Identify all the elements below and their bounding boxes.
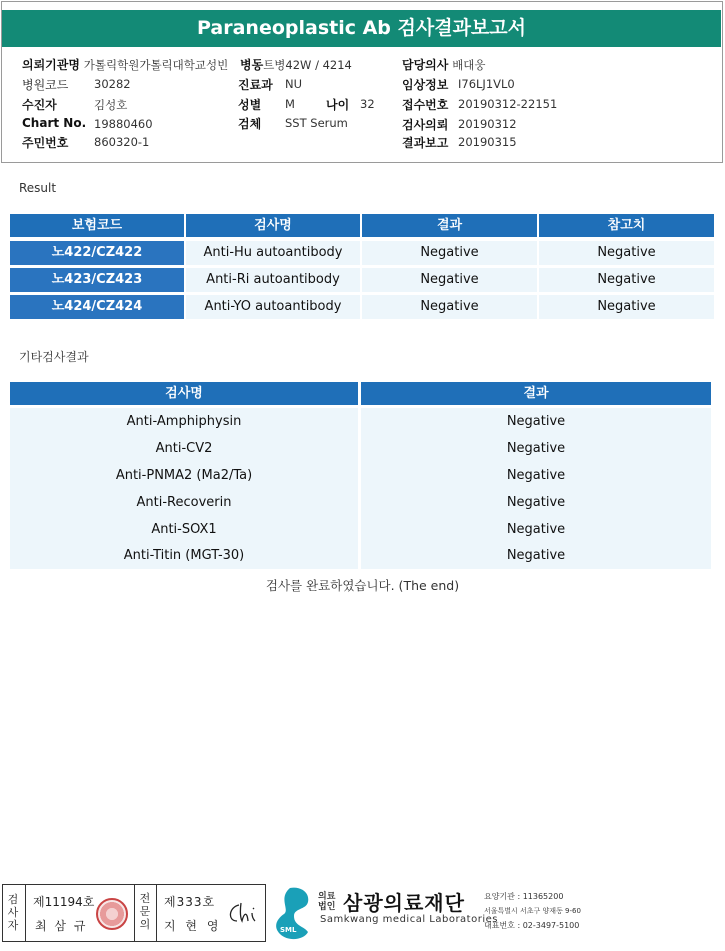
receipt-value: 20190312-22151	[458, 97, 558, 111]
signature-box	[2, 884, 266, 942]
other-test-cell: Anti-Recoverin	[10, 489, 358, 516]
test-name-cell: Anti-Ri autoantibody	[186, 268, 360, 292]
test-name-cell: Anti-YO autoantibody	[186, 295, 360, 319]
age-value: 32	[360, 97, 375, 111]
dept-value: NU	[285, 77, 303, 91]
col-insurance-code: 보험코드	[10, 214, 184, 237]
org-english-name: Samkwang medical Laboratories	[320, 914, 498, 925]
sml-logo-icon	[270, 884, 318, 942]
specimen-value: SST Serum	[285, 116, 348, 130]
doctor-field	[402, 56, 486, 73]
ward-field	[240, 56, 352, 73]
ward-value: 트병42W / 4214	[263, 58, 352, 72]
org-prefix: 의료법인	[318, 892, 336, 912]
doctor-label: 담당의사	[402, 58, 449, 72]
institution-value: 가톨릭학원가톨릭대학교성빈	[83, 58, 229, 72]
clinical-label: 임상정보	[402, 78, 449, 92]
end-message: 검사를 완료하였습니다. (The end)	[265, 578, 460, 593]
receipt-label: 접수번호	[402, 98, 449, 112]
other-test-cell: Anti-Amphiphysin	[10, 408, 358, 435]
institution-field	[22, 56, 228, 73]
other-test-cell: Anti-CV2	[10, 435, 358, 462]
logo-badge: SML	[280, 926, 297, 934]
doctor-value: 배대웅	[452, 58, 486, 72]
insurance-code-cell: 노424/CZ424	[10, 295, 184, 319]
institution-label: 의뢰기관명	[22, 58, 80, 72]
signature-icon	[225, 899, 261, 927]
patient-label: 수진자	[22, 98, 57, 112]
reference-cell: Negative	[539, 295, 714, 319]
other-test-cell: Anti-SOX1	[10, 516, 358, 543]
result-cell: Negative	[362, 295, 537, 319]
col-other-test-name: 검사명	[10, 382, 358, 405]
hospital-code-label: 병원코드	[22, 78, 69, 92]
tester-seal-stamp	[96, 898, 128, 930]
org-name: 삼광의료재단	[343, 891, 465, 915]
specialist-label: 전문의	[139, 892, 151, 931]
result-cell: Negative	[362, 241, 537, 265]
specialist-number: 제333호	[164, 895, 216, 909]
test-name-cell: Anti-Hu autoantibody	[186, 241, 360, 265]
result-cell: Negative	[362, 268, 537, 292]
report-title: Paraneoplastic Ab 검사결과보고서	[2, 10, 721, 47]
chart-label: Chart No.	[22, 116, 87, 130]
tester-name: 최 삼 규	[35, 919, 88, 933]
report-label: 결과보고	[402, 136, 449, 150]
col-result: 결과	[362, 214, 537, 237]
other-heading: 기타검사결과	[19, 350, 89, 364]
patient-value: 김성호	[94, 98, 128, 112]
other-result-cell: Negative	[361, 543, 711, 569]
org-phone: 대표번호 : 02-3497-5100	[484, 921, 580, 930]
reference-cell: Negative	[539, 241, 714, 265]
insurance-code-cell: 노422/CZ422	[10, 241, 184, 265]
sex-value: M	[285, 97, 295, 111]
clinical-value: I76LJ1VL0	[458, 77, 515, 91]
col-test-name: 검사명	[186, 214, 360, 237]
resident-label: 주민번호	[22, 136, 69, 150]
other-test-cell: Anti-Titin (MGT-30)	[10, 543, 358, 569]
sex-label: 성별	[238, 98, 262, 112]
specialist-name: 지 현 영	[164, 919, 222, 933]
other-result-cell: Negative	[361, 516, 711, 543]
request-value: 20190312	[458, 117, 517, 131]
other-test-cell: Anti-PNMA2 (Ma2/Ta)	[10, 462, 358, 489]
reference-cell: Negative	[539, 268, 714, 292]
specimen-label: 검체	[238, 117, 262, 131]
tester-label: 검사자	[7, 893, 19, 932]
chart-value: 19880460	[94, 117, 153, 131]
report-value: 20190315	[458, 135, 517, 149]
insurance-code-cell: 노423/CZ423	[10, 268, 184, 292]
org-code: 요양기관 : 11365200	[484, 892, 564, 901]
other-result-cell: Negative	[361, 408, 711, 435]
org-address: 서울특별시 서초구 양재동 9-60	[484, 907, 581, 915]
resident-value: 860320-1	[94, 135, 150, 149]
col-reference: 참고치	[539, 214, 714, 237]
hospital-code-value: 30282	[94, 77, 131, 91]
ward-label: 병동	[240, 58, 264, 72]
age-label: 나이	[326, 98, 350, 112]
other-result-cell: Negative	[361, 489, 711, 516]
other-result-cell: Negative	[361, 462, 711, 489]
other-result-cell: Negative	[361, 435, 711, 462]
result-heading: Result	[19, 181, 57, 195]
tester-number: 제11194호	[33, 895, 95, 909]
col-other-result: 결과	[361, 382, 711, 405]
request-label: 검사의뢰	[402, 118, 449, 132]
dept-label: 진료과	[238, 78, 273, 92]
